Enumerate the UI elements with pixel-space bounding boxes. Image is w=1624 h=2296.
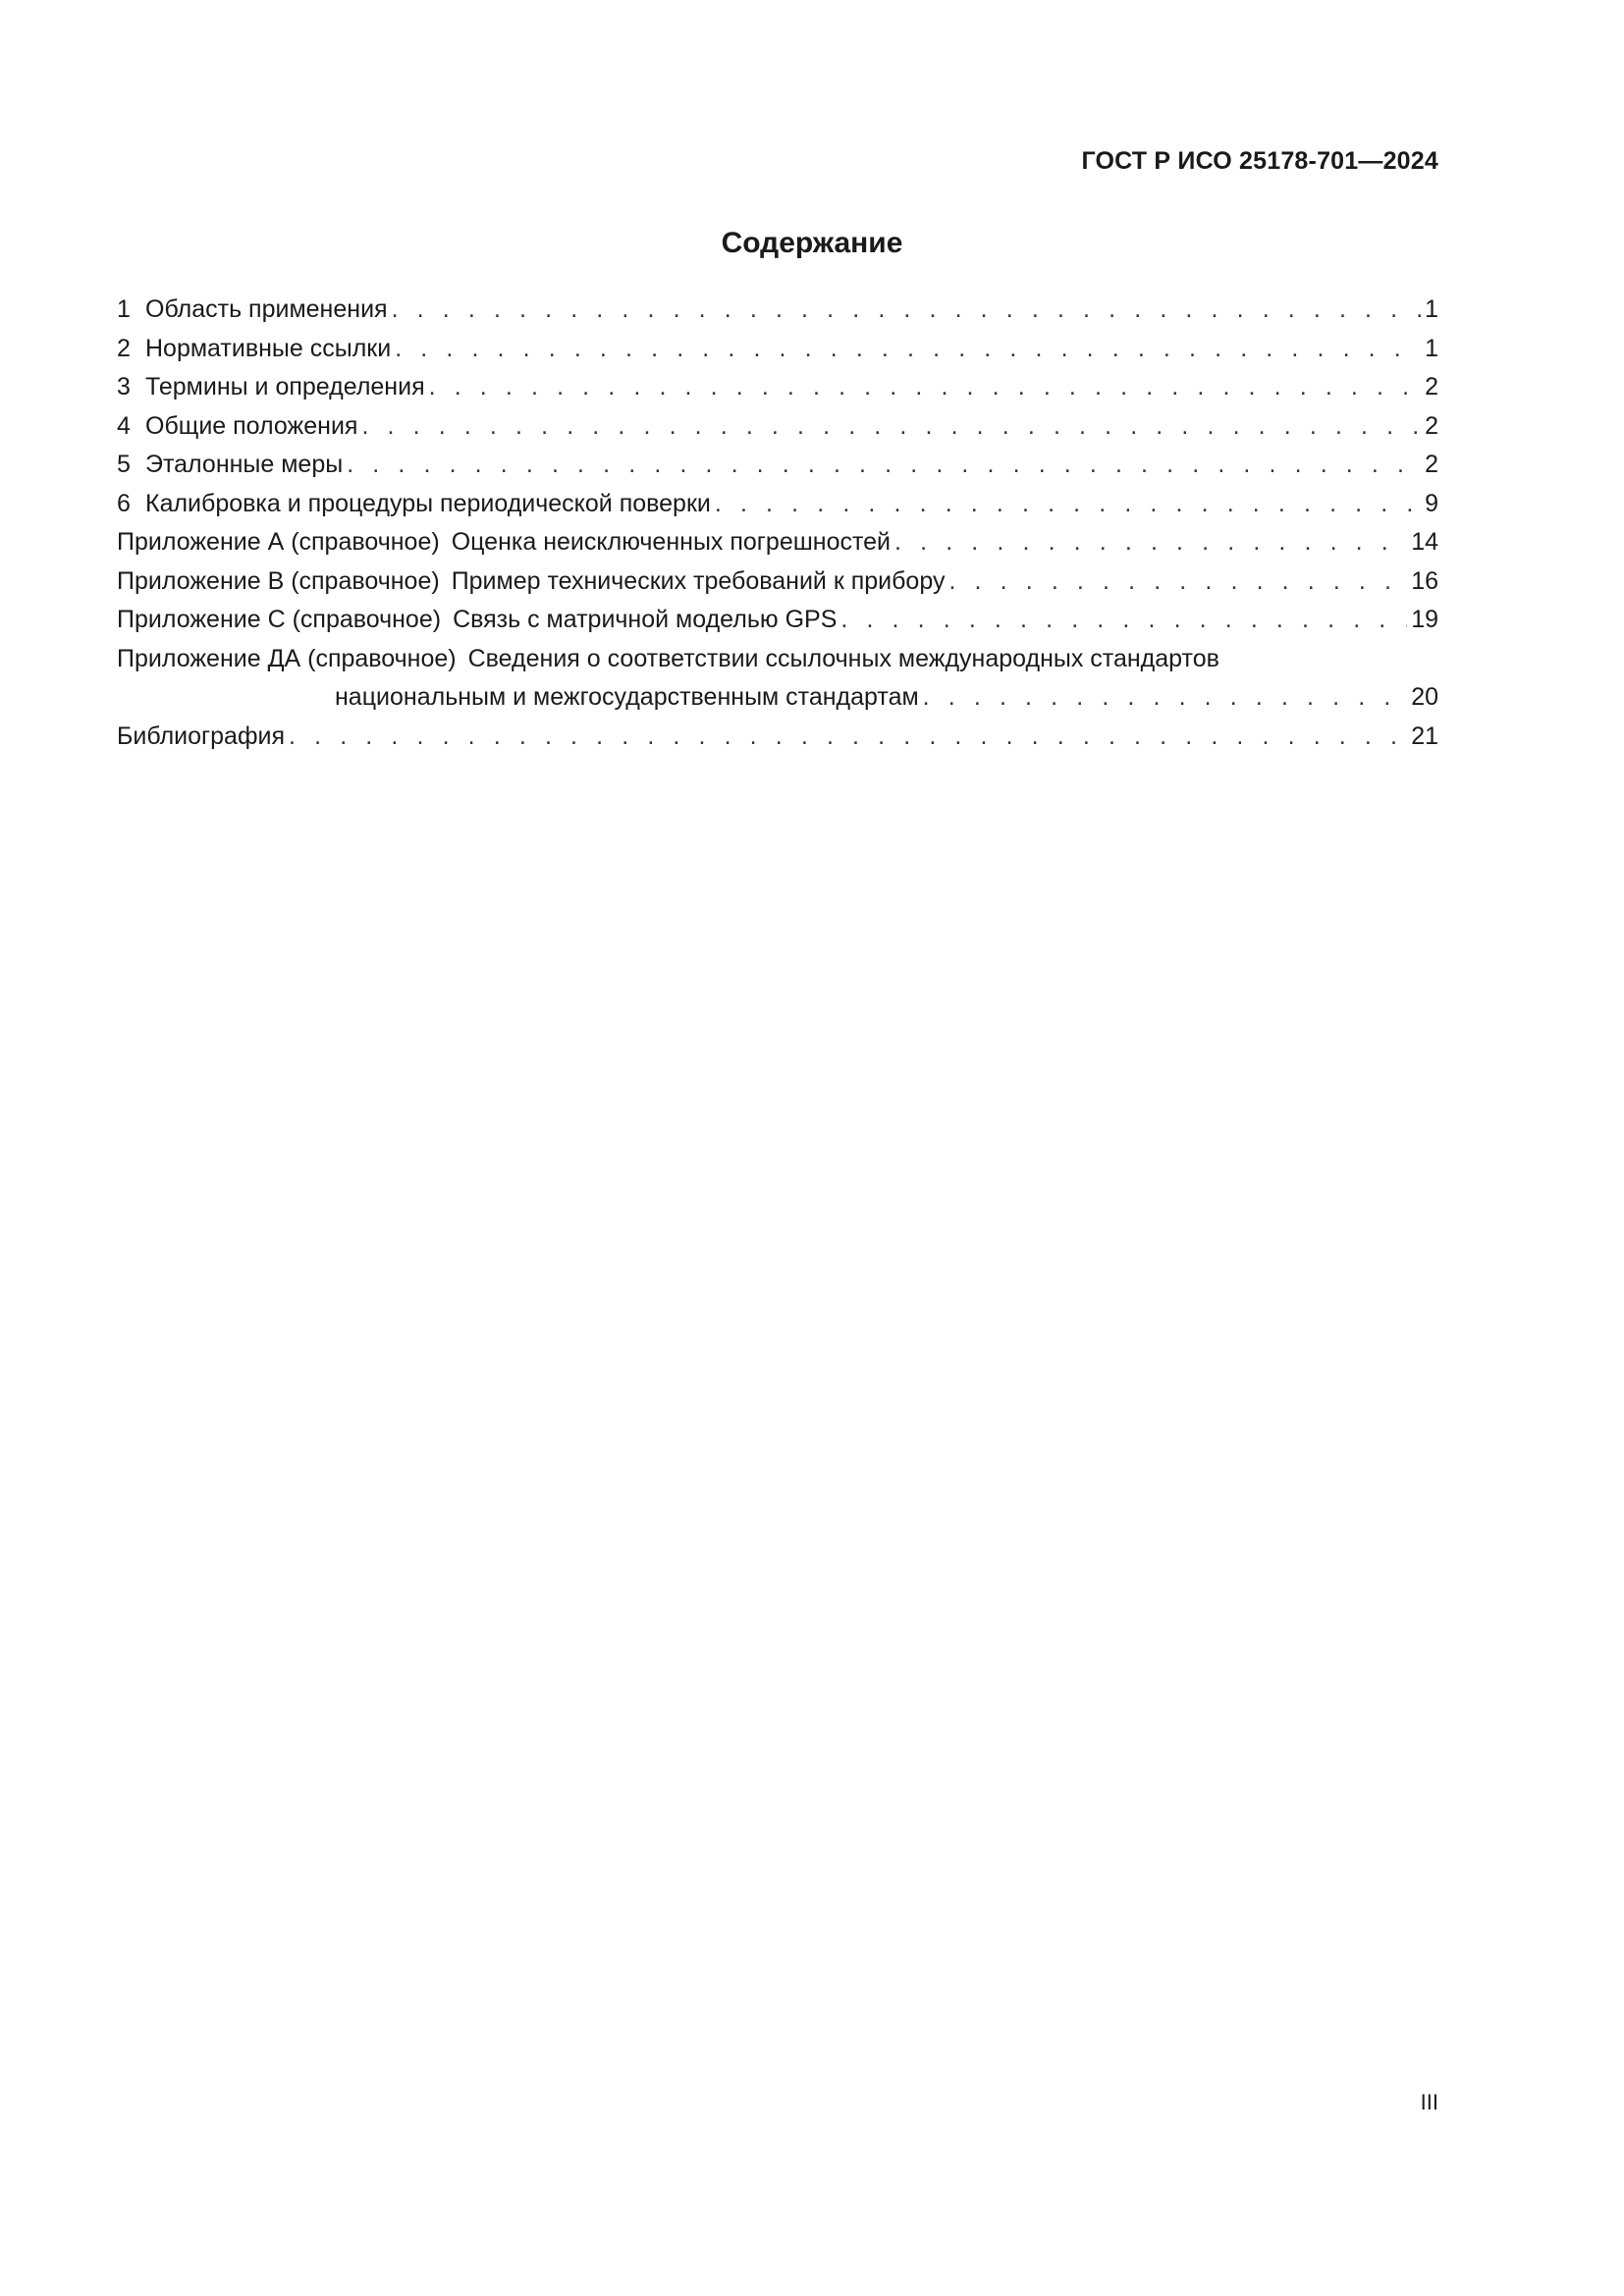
toc-entry-label xyxy=(117,291,388,330)
annex-title-line-1: Сведения о соответствии ссылочных международных стандартов xyxy=(467,644,1219,672)
section-title: Эталонные меры xyxy=(145,451,344,478)
bibliography-title: Библиография xyxy=(117,721,286,750)
dot-leader xyxy=(347,446,1421,485)
toc-title: Содержание xyxy=(721,227,903,259)
toc-entry-label xyxy=(117,330,391,369)
toc-entry-section-5[interactable] xyxy=(117,446,1438,485)
toc-entry-label xyxy=(117,446,343,485)
dot-leader xyxy=(395,330,1421,369)
toc-entry-label xyxy=(117,562,945,602)
page-number: 21 xyxy=(1411,721,1438,750)
section-title: Калибровка и процедуры периодической поверки xyxy=(145,489,711,517)
toc-entry-label xyxy=(117,407,357,447)
annex-title-line-2: национальным и межгосударственным стандартам xyxy=(335,683,919,711)
toc-entry-annex-c[interactable] xyxy=(117,601,1438,640)
dot-leader xyxy=(948,562,1407,602)
dot-leader xyxy=(894,523,1407,562)
page-number: 20 xyxy=(1411,683,1438,711)
dot-leader xyxy=(429,368,1421,407)
page-number: 9 xyxy=(1425,489,1438,517)
toc-entry-annex-a[interactable] xyxy=(117,523,1438,562)
dot-leader xyxy=(289,718,1407,757)
toc-entry-bibliography[interactable] xyxy=(117,718,1438,757)
toc-entry-label xyxy=(117,640,1438,679)
toc-entry-section-6[interactable] xyxy=(117,485,1438,524)
annex-label: Приложение А (справочное) xyxy=(117,528,440,556)
toc-entry-annex-da[interactable] xyxy=(117,640,1438,718)
toc-entry-label xyxy=(117,523,891,562)
annex-title: Оценка неисключенных погрешностей xyxy=(451,528,892,556)
page-number: 16 xyxy=(1411,566,1438,595)
dot-leader xyxy=(392,291,1422,330)
section-title: Общие положения xyxy=(145,411,358,440)
annex-title: Связь с матричной моделью GPS xyxy=(453,606,838,633)
section-title: Область применения xyxy=(145,295,388,323)
page-number: 1 xyxy=(1425,334,1438,362)
section-number: 6 xyxy=(117,489,131,517)
page-number: 2 xyxy=(1425,373,1438,400)
toc-entry-continuation xyxy=(117,678,1438,718)
dot-leader xyxy=(840,601,1407,640)
table-of-contents xyxy=(117,291,1438,756)
toc-entry-section-2[interactable] xyxy=(117,330,1438,369)
page-number: 1 xyxy=(1425,295,1438,323)
dot-leader xyxy=(361,407,1421,447)
page-number: 14 xyxy=(1411,528,1438,556)
toc-entry-label xyxy=(117,601,837,640)
section-title: Нормативные ссылки xyxy=(145,334,392,362)
page-number: 2 xyxy=(1425,411,1438,440)
toc-entry-label xyxy=(117,368,425,407)
toc-entry-annex-b[interactable] xyxy=(117,562,1438,602)
section-number: 5 xyxy=(117,451,131,478)
page-number: 19 xyxy=(1411,606,1438,633)
document-code: ГОСТ Р ИСО 25178-701—2024 xyxy=(1081,147,1438,175)
section-number: 3 xyxy=(117,373,131,400)
annex-label: Приложение С (справочное) xyxy=(117,606,442,633)
page-number-roman: III xyxy=(1420,2090,1438,2114)
page-number: 2 xyxy=(1425,451,1438,478)
section-number: 1 xyxy=(117,295,131,323)
dot-leader xyxy=(923,678,1408,718)
toc-entry-section-1[interactable] xyxy=(117,291,1438,330)
toc-entry-section-3[interactable] xyxy=(117,368,1438,407)
toc-entry-label xyxy=(117,485,711,524)
dot-leader xyxy=(715,485,1421,524)
section-number: 4 xyxy=(117,411,131,440)
annex-label: Приложение ДА (справочное) xyxy=(117,644,457,672)
section-number: 2 xyxy=(117,334,131,362)
toc-entry-section-4[interactable] xyxy=(117,407,1438,447)
annex-label: Приложение В (справочное) xyxy=(117,566,440,595)
section-title: Термины и определения xyxy=(145,373,425,400)
annex-title: Пример технических требований к прибору xyxy=(451,566,946,595)
